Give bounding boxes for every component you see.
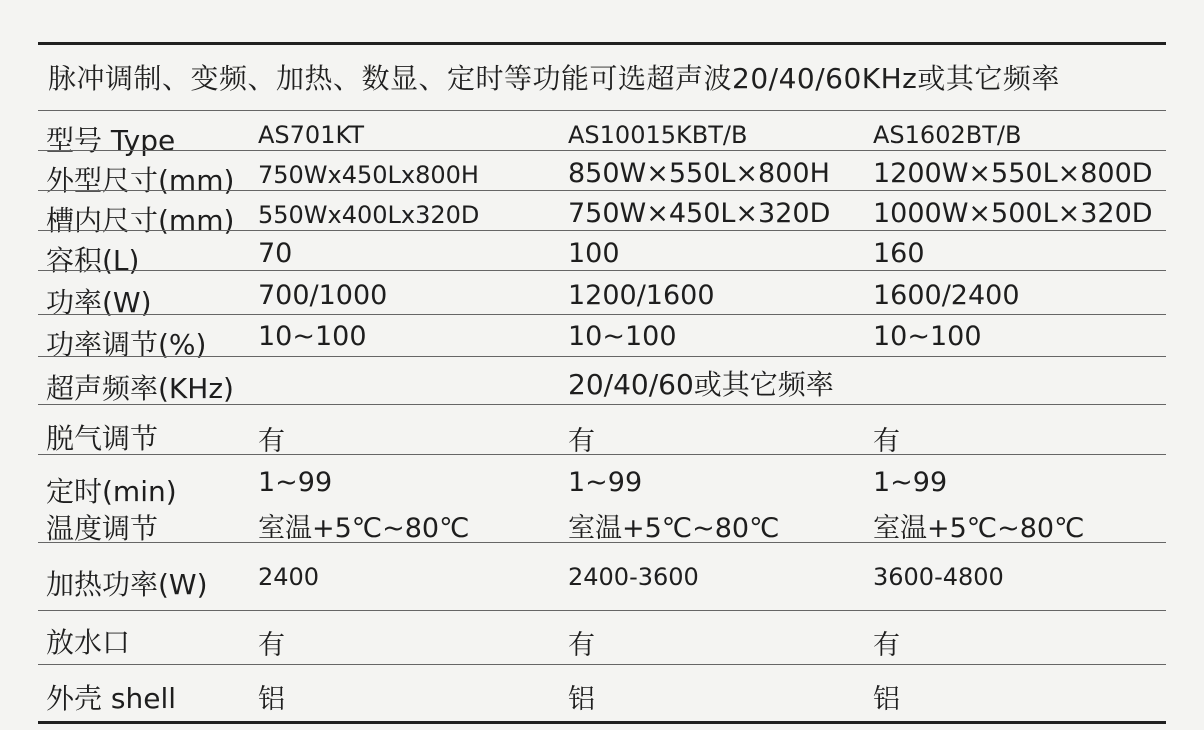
model-1: AS701KT [258, 121, 364, 149]
external-size-2: 850W×550L×800H [568, 158, 830, 189]
label-degas: 脱气调节 [46, 422, 159, 455]
label-heating-power: 加热功率(W) [46, 568, 208, 601]
timer-3: 1~99 [873, 467, 948, 498]
heating-power-2: 2400-3600 [568, 563, 699, 591]
shell-3: 铝 [873, 684, 900, 715]
row-degas [38, 404, 1166, 457]
tank-size-2: 750W×450L×320D [568, 198, 831, 229]
row-drain [38, 610, 1166, 664]
row-heating-power [38, 542, 1166, 610]
heating-power-3: 3600-4800 [873, 563, 1004, 591]
spec-sheet [38, 42, 1166, 724]
volume-1: 70 [258, 238, 293, 269]
shell-2: 铝 [568, 684, 595, 715]
label-type: 型号 Type [46, 124, 176, 157]
drain-2: 有 [568, 630, 595, 661]
row-external-size [38, 150, 1166, 197]
drain-3: 有 [873, 630, 900, 661]
label-drain: 放水口 [46, 626, 131, 659]
row-volume [38, 230, 1166, 277]
tank-size-3: 1000W×500L×320D [873, 198, 1153, 229]
label-timer: 定时(min) [46, 475, 177, 508]
row-tank-size [38, 190, 1166, 237]
temperature-2: 室温+5℃~80℃ [568, 513, 780, 544]
label-frequency: 超声频率(KHz) [46, 372, 234, 405]
header-text: 脉冲调制、变频、加热、数显、定时等功能可选超声波20/40/60KHz或其它频率 [48, 62, 1060, 95]
row-shell [38, 664, 1166, 720]
degas-2: 有 [568, 426, 595, 457]
power-3: 1600/2400 [873, 280, 1020, 311]
temperature-1: 室温+5℃~80℃ [258, 513, 470, 544]
row-type [38, 110, 1166, 157]
row-power [38, 270, 1166, 319]
external-size-1: 750Wx450Lx800H [258, 161, 479, 189]
row-frequency [38, 356, 1166, 404]
power-1: 700/1000 [258, 280, 388, 311]
drain-1: 有 [258, 630, 285, 661]
power-adjust-3: 10~100 [873, 321, 982, 352]
model-2: AS10015KBT/B [568, 121, 748, 149]
frequency-all: 20/40/60或其它频率 [568, 368, 834, 401]
timer-2: 1~99 [568, 467, 643, 498]
label-temperature: 温度调节 [46, 512, 159, 545]
label-volume: 容积(L) [46, 244, 140, 277]
label-power: 功率(W) [46, 286, 152, 319]
degas-1: 有 [258, 426, 285, 457]
timer-1: 1~99 [258, 467, 333, 498]
shell-1: 铝 [258, 684, 285, 715]
label-shell: 外壳 shell [46, 682, 177, 715]
model-3: AS1602BT/B [873, 121, 1022, 149]
power-adjust-1: 10~100 [258, 321, 367, 352]
label-power-adjust: 功率调节(%) [46, 328, 207, 361]
top-rule [38, 42, 1166, 45]
power-2: 1200/1600 [568, 280, 715, 311]
tank-size-1: 550Wx400Lx320D [258, 201, 480, 229]
label-external-size: 外型尺寸(mm) [46, 164, 235, 197]
temperature-3: 室温+5℃~80℃ [873, 513, 1085, 544]
degas-3: 有 [873, 426, 900, 457]
power-adjust-2: 10~100 [568, 321, 677, 352]
heating-power-1: 2400 [258, 563, 320, 591]
external-size-3: 1200W×550L×800D [873, 158, 1153, 189]
bottom-rule [38, 721, 1166, 724]
row-power-adjust [38, 314, 1166, 361]
label-tank-size: 槽内尺寸(mm) [46, 204, 235, 237]
volume-3: 160 [873, 238, 925, 269]
volume-2: 100 [568, 238, 620, 269]
row-timer-temperature [38, 454, 1166, 545]
